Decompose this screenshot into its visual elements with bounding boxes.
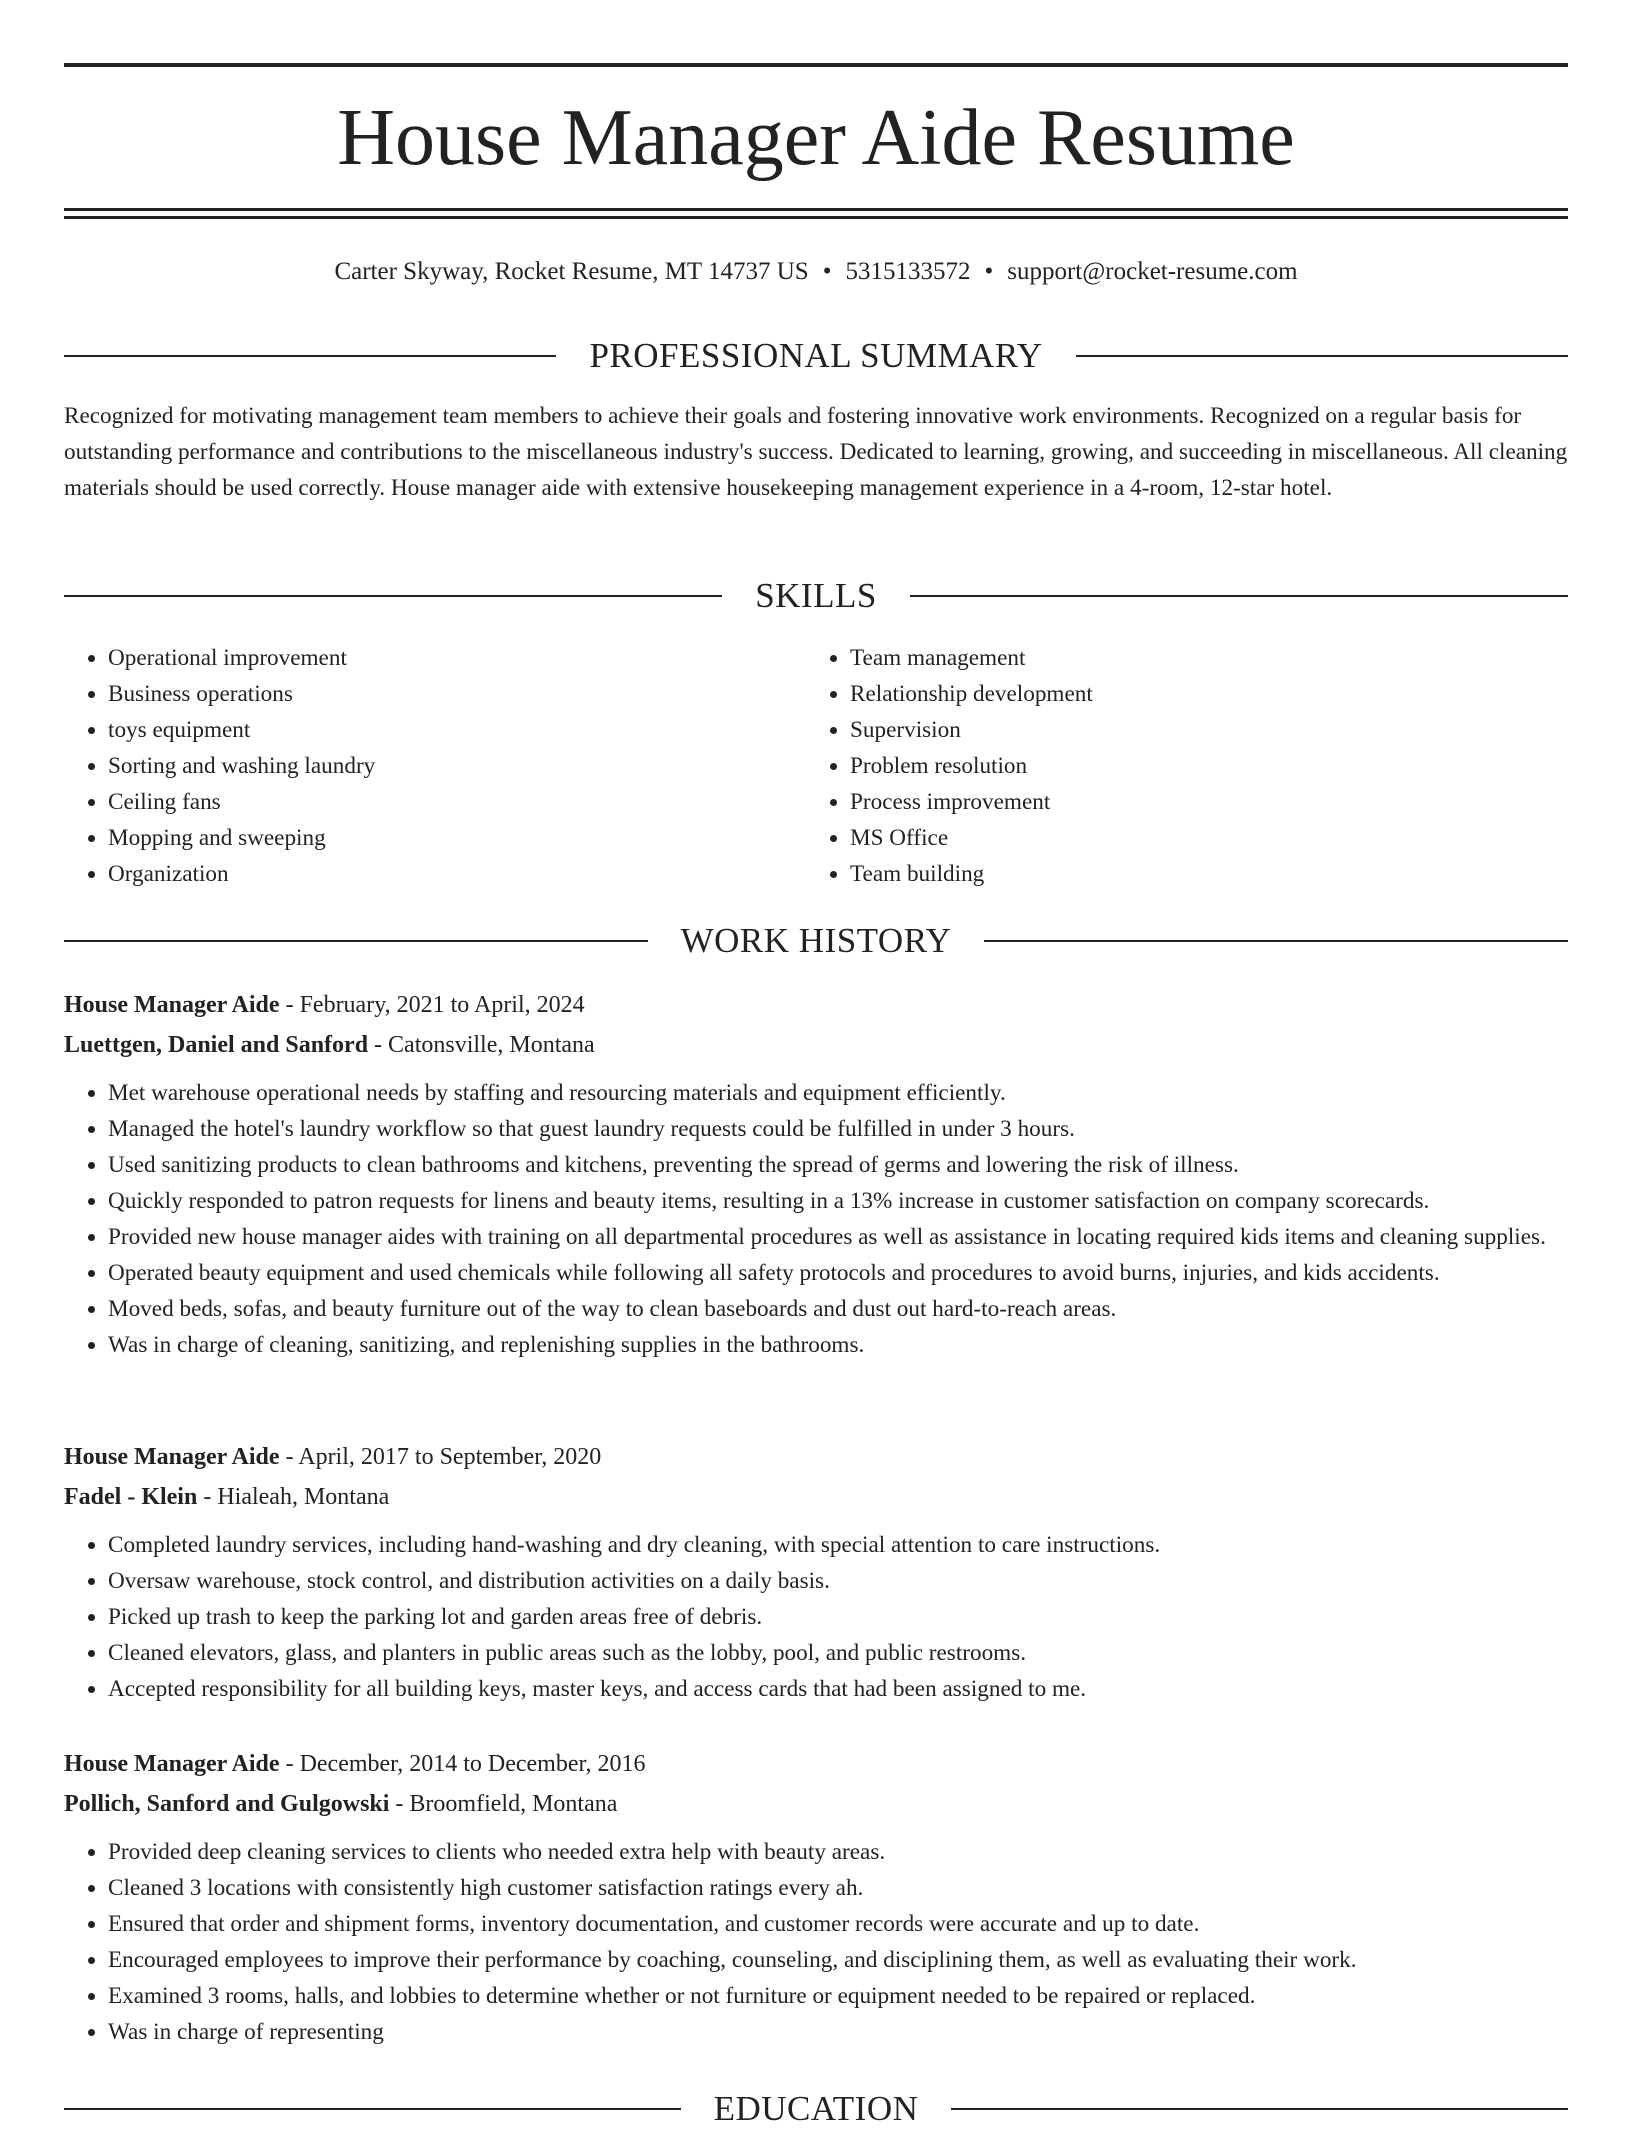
job-company-line: Fadel - Klein - Hialeah, Montana bbox=[64, 1484, 390, 1510]
skill-item: • Organization bbox=[108, 856, 808, 892]
heading-rule-left bbox=[64, 595, 722, 597]
job-bullet: • Ensured that order and shipment forms, inventory documentation, and customer records were accurate and up to date. bbox=[108, 1906, 1568, 1942]
skill-item: • Team management bbox=[850, 640, 1550, 676]
heading-rule-left bbox=[64, 355, 556, 357]
skills-list-left bbox=[64, 640, 808, 892]
skill-item: • Process improvement bbox=[850, 784, 1550, 820]
section-heading-summary bbox=[64, 334, 1568, 378]
job-title-line: House Manager Aide - April, 2017 to September, 2020 bbox=[64, 1444, 602, 1470]
contact-line bbox=[64, 254, 1568, 290]
header-top-rule bbox=[64, 63, 1568, 67]
skill-item: • Problem resolution bbox=[850, 748, 1550, 784]
job-bullet: • Used sanitizing products to clean bathrooms and kitchens, preventing the spread of germs and lowering the risk of illness. bbox=[108, 1147, 1568, 1183]
resume-page bbox=[64, 0, 1568, 2128]
skill-item: • Sorting and washing laundry bbox=[108, 748, 808, 784]
heading-rule-right bbox=[1076, 355, 1568, 357]
heading-rule-left bbox=[64, 2108, 681, 2110]
skill-item: • Team building bbox=[850, 856, 1550, 892]
contact-address: Carter Skyway, Rocket Resume, MT 14737 US bbox=[334, 258, 809, 285]
job-bullets bbox=[64, 1527, 1568, 1707]
skill-item: • Supervision bbox=[850, 712, 1550, 748]
job-entry bbox=[64, 1437, 1568, 1707]
job-bullet: • Was in charge of cleaning, sanitizing, and replenishing supplies in the bathrooms. bbox=[108, 1327, 1568, 1363]
page-title: House Manager Aide Resume bbox=[337, 94, 1295, 182]
job-bullet: • Provided deep cleaning services to clients who needed extra help with beauty areas. bbox=[108, 1834, 1568, 1870]
job-bullet: • Was in charge of representing bbox=[108, 2014, 1568, 2050]
section-heading-work-history bbox=[64, 919, 1568, 963]
job-bullet: • Completed laundry services, including hand-washing and dry cleaning, with special attention to care instructions. bbox=[108, 1527, 1568, 1563]
job-title: House Manager Aide bbox=[64, 992, 280, 1018]
header-double-rule-upper bbox=[64, 208, 1568, 211]
job-bullet: • Met warehouse operational needs by staffing and resourcing materials and equipment efficiently. bbox=[108, 1075, 1568, 1111]
skill-item: • Ceiling fans bbox=[108, 784, 808, 820]
summary-text: Recognized for motivating management team members to achieve their goals and fostering innovative work environments. Recognized on a regular basis for outstanding performance and contributions to the miscellaneous industry's success. Dedicated to learning, growing, and succeeding in miscellaneous. All cleaning materials should be used correctly. House manager aide with extensive housekeeping management experience in a 4-room, 12-star hotel. bbox=[64, 403, 1568, 501]
skill-item: • Relationship development bbox=[850, 676, 1550, 712]
skill-item: • MS Office bbox=[850, 820, 1550, 856]
section-title: EDUCATION bbox=[713, 2089, 919, 2128]
job-bullet: • Managed the hotel's laundry workflow so that guest laundry requests could be fulfilled in under 3 hours. bbox=[108, 1111, 1568, 1147]
job-bullet: • Accepted responsibility for all building keys, master keys, and access cards that had been assigned to me. bbox=[108, 1671, 1568, 1707]
section-title: PROFESSIONAL SUMMARY bbox=[589, 336, 1043, 375]
job-title-line: House Manager Aide - December, 2014 to December, 2016 bbox=[64, 1751, 646, 1777]
job-bullet: • Picked up trash to keep the parking lot and garden areas free of debris. bbox=[108, 1599, 1568, 1635]
contact-separator: • bbox=[822, 258, 832, 285]
job-bullet: • Cleaned 3 locations with consistently high customer satisfaction ratings every ah. bbox=[108, 1870, 1568, 1906]
contact-email: support@rocket-resume.com bbox=[1007, 258, 1298, 285]
job-bullet: • Quickly responded to patron requests for linens and beauty items, resulting in a 13% increase in customer satisfaction on company scorecards. bbox=[108, 1183, 1568, 1219]
job-company: Pollich, Sanford and Gulgowski bbox=[64, 1791, 390, 1817]
job-entry bbox=[64, 985, 1568, 1363]
job-title-line: House Manager Aide - February, 2021 to April, 2024 bbox=[64, 992, 585, 1018]
job-location: Hialeah, Montana bbox=[217, 1484, 390, 1510]
job-company-line: Luettgen, Daniel and Sanford - Catonsville, Montana bbox=[64, 1032, 595, 1058]
job-bullet: • Oversaw warehouse, stock control, and distribution activities on a daily basis. bbox=[108, 1563, 1568, 1599]
section-title: SKILLS bbox=[755, 576, 877, 615]
contact-separator: • bbox=[984, 258, 994, 285]
job-bullet: • Cleaned elevators, glass, and planters in public areas such as the lobby, pool, and public restrooms. bbox=[108, 1635, 1568, 1671]
job-bullet: • Examined 3 rooms, halls, and lobbies to determine whether or not furniture or equipment needed to be repaired or replaced. bbox=[108, 1978, 1568, 2014]
job-title: House Manager Aide bbox=[64, 1444, 280, 1470]
skill-item: • toys equipment bbox=[108, 712, 808, 748]
skill-item: • Operational improvement bbox=[108, 640, 808, 676]
job-location: Broomfield, Montana bbox=[409, 1791, 618, 1817]
job-company: Fadel - Klein bbox=[64, 1484, 198, 1510]
heading-rule-right bbox=[984, 940, 1568, 942]
skill-item: • Business operations bbox=[108, 676, 808, 712]
job-dates: April, 2017 to September, 2020 bbox=[298, 1444, 602, 1470]
heading-rule-right bbox=[951, 2108, 1568, 2110]
job-dates: December, 2014 to December, 2016 bbox=[299, 1751, 646, 1777]
contact-phone: 5315133572 bbox=[845, 258, 971, 285]
job-entry bbox=[64, 1744, 1568, 2050]
skill-item: • Mopping and sweeping bbox=[108, 820, 808, 856]
section-title: WORK HISTORY bbox=[680, 921, 952, 960]
skills-list-right bbox=[806, 640, 1550, 892]
job-title: House Manager Aide bbox=[64, 1751, 280, 1777]
job-bullet: • Operated beauty equipment and used chemicals while following all safety protocols and procedures to avoid burns, injuries, and kids accidents. bbox=[108, 1255, 1568, 1291]
heading-rule-left bbox=[64, 940, 648, 942]
job-bullet: • Provided new house manager aides with training on all departmental procedures as well as assistance in locating required kids items and cleaning supplies. bbox=[108, 1219, 1568, 1255]
job-dates: February, 2021 to April, 2024 bbox=[299, 992, 585, 1018]
job-location: Catonsville, Montana bbox=[388, 1032, 595, 1058]
heading-rule-right bbox=[910, 595, 1568, 597]
job-company: Luettgen, Daniel and Sanford bbox=[64, 1032, 369, 1058]
job-bullet: • Moved beds, sofas, and beauty furniture out of the way to clean baseboards and dust out hard-to-reach areas. bbox=[108, 1291, 1568, 1327]
section-heading-education bbox=[64, 2087, 1568, 2131]
job-bullets bbox=[64, 1834, 1568, 2050]
job-company-line: Pollich, Sanford and Gulgowski - Broomfield, Montana bbox=[64, 1791, 618, 1817]
job-bullets bbox=[64, 1075, 1568, 1363]
section-heading-skills bbox=[64, 574, 1568, 618]
header-double-rule-lower bbox=[64, 216, 1568, 219]
job-bullet: • Encouraged employees to improve their performance by coaching, counseling, and disciplining them, as well as evaluating their work. bbox=[108, 1942, 1568, 1978]
